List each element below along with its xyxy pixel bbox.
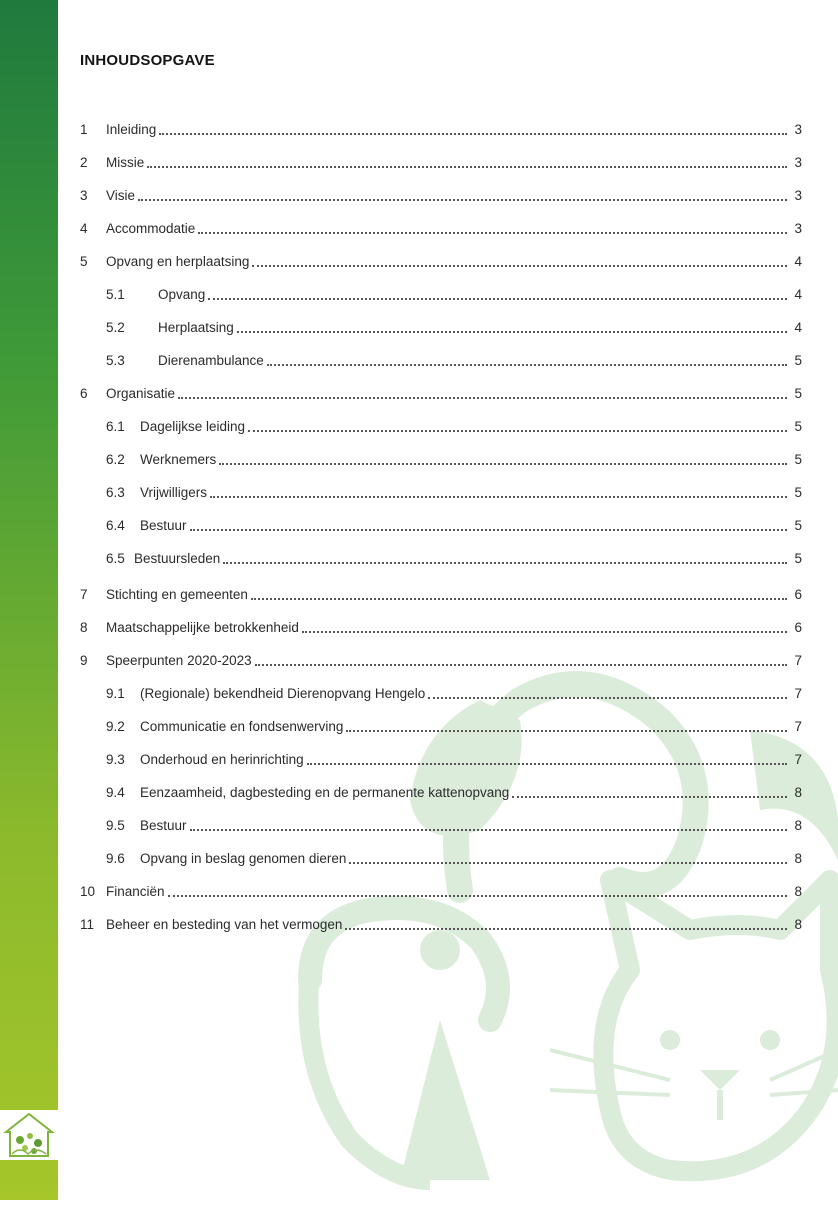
toc-dot-leader: [248, 430, 787, 432]
toc-dot-leader: [252, 265, 787, 267]
toc-dot-leader: [210, 496, 787, 498]
toc-entry-label: Dagelijkse leiding: [140, 419, 246, 434]
toc-entry[interactable]: [80, 518, 802, 534]
toc-entry-number: 5: [80, 254, 88, 269]
toc-entry-number: 9.3: [106, 752, 125, 767]
toc-entry-page: 3: [794, 188, 802, 203]
toc-entry-label: Werknemers: [140, 452, 217, 467]
toc-entry-label: Opvang en herplaatsing: [106, 254, 250, 269]
toc-entry-number: 6: [80, 386, 88, 401]
toc-entry[interactable]: [80, 587, 802, 603]
toc-entry-page: 3: [794, 155, 802, 170]
toc-entry[interactable]: [80, 485, 802, 501]
toc-entry-label: Inleiding: [106, 122, 157, 137]
green-side-band: [0, 0, 58, 1200]
toc-entry[interactable]: [80, 155, 802, 171]
toc-entry[interactable]: [80, 122, 802, 138]
toc-entry-label: Dierenambulance: [158, 353, 264, 368]
toc-entry-number: 9.2: [106, 719, 125, 734]
toc-dot-leader: [251, 598, 787, 600]
toc-entry-label: Onderhoud en herinrichting: [140, 752, 304, 767]
toc-entry-number: 4: [80, 221, 88, 236]
toc-entry-number: 1: [80, 122, 88, 137]
toc-dot-leader: [307, 763, 787, 765]
toc-entry-page: 5: [794, 452, 802, 467]
toc-dot-leader: [302, 631, 787, 633]
toc-entry-page: 7: [794, 686, 802, 701]
toc-entry[interactable]: [80, 320, 802, 336]
toc-entry-number: 6.5: [106, 551, 125, 566]
toc-entry-label: Bestuursleden: [134, 551, 221, 566]
toc-entry-label: Accommodatie: [106, 221, 196, 236]
toc-entry-number: 8: [80, 620, 88, 635]
toc-dot-leader: [159, 133, 787, 135]
toc-entry[interactable]: [80, 452, 802, 468]
toc-entry-page: 5: [794, 386, 802, 401]
toc-entry[interactable]: [80, 221, 802, 237]
toc-entry-label: Vrijwilligers: [140, 485, 208, 500]
toc-entry-label: Stichting en gemeenten: [106, 587, 248, 602]
toc-entry[interactable]: [80, 917, 802, 933]
toc-entry-page: 8: [794, 917, 802, 932]
toc-entry-label: Speerpunten 2020-2023: [106, 653, 252, 668]
toc-entry-page: 6: [794, 620, 802, 635]
toc-entry-label: (Regionale) bekendheid Dierenopvang Hengelo: [140, 686, 426, 701]
toc-dot-leader: [237, 331, 787, 333]
toc-entry-label: Maatschappelijke betrokkenheid: [106, 620, 299, 635]
toc-dot-leader: [346, 730, 787, 732]
toc-entry[interactable]: [80, 851, 802, 867]
toc-dot-leader: [147, 166, 787, 168]
toc-entry-number: 6.2: [106, 452, 125, 467]
toc-dot-leader: [428, 697, 787, 699]
toc-entry-page: 3: [794, 122, 802, 137]
toc-entry-label: Missie: [106, 155, 145, 170]
toc-entry-page: 8: [794, 785, 802, 800]
toc-entry-number: 6.4: [106, 518, 125, 533]
toc-dot-leader: [223, 562, 787, 564]
toc-entry-page: 5: [794, 353, 802, 368]
toc-entry-label: Opvang in beslag genomen dieren: [140, 851, 347, 866]
toc-entry-number: 9.4: [106, 785, 125, 800]
toc-entry[interactable]: [80, 752, 802, 768]
toc-dot-leader: [255, 664, 787, 666]
toc-entry-number: 6.3: [106, 485, 125, 500]
toc-dot-leader: [349, 862, 787, 864]
toc-entry-page: 5: [794, 551, 802, 566]
toc-dot-leader: [190, 829, 787, 831]
toc-entry-number: 9.5: [106, 818, 125, 833]
toc-entry-page: 4: [794, 254, 802, 269]
toc-dot-leader: [190, 529, 787, 531]
toc-entry-page: 7: [794, 752, 802, 767]
toc-dot-leader: [512, 796, 787, 798]
toc-entry[interactable]: [80, 419, 802, 435]
toc-entry-number: 5.1: [106, 287, 125, 302]
toc-entry[interactable]: [80, 386, 802, 402]
toc-entry[interactable]: [80, 884, 802, 900]
toc-entry-page: 7: [794, 719, 802, 734]
toc-entry-page: 5: [794, 518, 802, 533]
toc-entry[interactable]: [80, 719, 802, 735]
toc-entry-label: Organisatie: [106, 386, 176, 401]
toc-entry-number: 2: [80, 155, 88, 170]
toc-dot-leader: [168, 895, 787, 897]
toc-entry-number: 10: [80, 884, 96, 899]
toc-entry-number: 7: [80, 587, 88, 602]
toc-entry[interactable]: [80, 818, 802, 834]
toc-entry-page: 6: [794, 587, 802, 602]
toc-entry-number: 9.1: [106, 686, 125, 701]
toc-entry-label: Financiën: [106, 884, 165, 899]
toc-entry[interactable]: [80, 551, 802, 567]
toc-dot-leader: [267, 364, 787, 366]
toc-entry[interactable]: [80, 620, 802, 636]
toc-entry-label: Eenzaamheid, dagbesteding en de permanente kattenopvang: [140, 785, 510, 800]
toc-entry-page: 8: [794, 884, 802, 899]
toc-entry-page: 7: [794, 653, 802, 668]
toc-entry-label: Herplaatsing: [158, 320, 234, 335]
toc-dot-leader: [198, 232, 787, 234]
toc-entry-page: 3: [794, 221, 802, 236]
page-title: INHOUDSOPGAVE: [80, 52, 215, 69]
toc-dot-leader: [345, 928, 787, 930]
toc-dot-leader: [138, 199, 787, 201]
toc-entry-page: 8: [794, 851, 802, 866]
toc-entry-page: 5: [794, 485, 802, 500]
toc-entry[interactable]: [80, 353, 802, 369]
toc-entry-page: 4: [794, 320, 802, 335]
toc-entry-label: Visie: [106, 188, 136, 203]
toc-entry[interactable]: [80, 287, 802, 303]
toc-entry-page: 5: [794, 419, 802, 434]
toc-dot-leader: [208, 298, 787, 300]
toc-entry[interactable]: [80, 188, 802, 204]
toc-entry-number: 9.6: [106, 851, 125, 866]
toc-entry-number: 5.3: [106, 353, 125, 368]
toc-entry[interactable]: [80, 254, 802, 270]
toc-entry[interactable]: [80, 686, 802, 702]
toc-entry-number: 5.2: [106, 320, 125, 335]
toc-entry-page: 8: [794, 818, 802, 833]
toc-entry-number: 9: [80, 653, 88, 668]
toc-entry-number: 3: [80, 188, 88, 203]
toc-entry-label: Beheer en besteding van het vermogen: [106, 917, 343, 932]
toc-entry-label: Bestuur: [140, 818, 187, 833]
toc-dot-leader: [219, 463, 787, 465]
toc-entry-label: Communicatie en fondsenwerving: [140, 719, 344, 734]
toc-dot-leader: [178, 397, 787, 399]
toc-entry-number: 6.1: [106, 419, 125, 434]
toc-entry[interactable]: [80, 653, 802, 669]
toc-entry[interactable]: [80, 785, 802, 801]
toc-entry-number: 11: [80, 917, 95, 932]
house-animals-logo-icon: [0, 1110, 58, 1160]
toc-entry-label: Opvang: [158, 287, 206, 302]
toc-entry-page: 4: [794, 287, 802, 302]
toc-entry-label: Bestuur: [140, 518, 187, 533]
